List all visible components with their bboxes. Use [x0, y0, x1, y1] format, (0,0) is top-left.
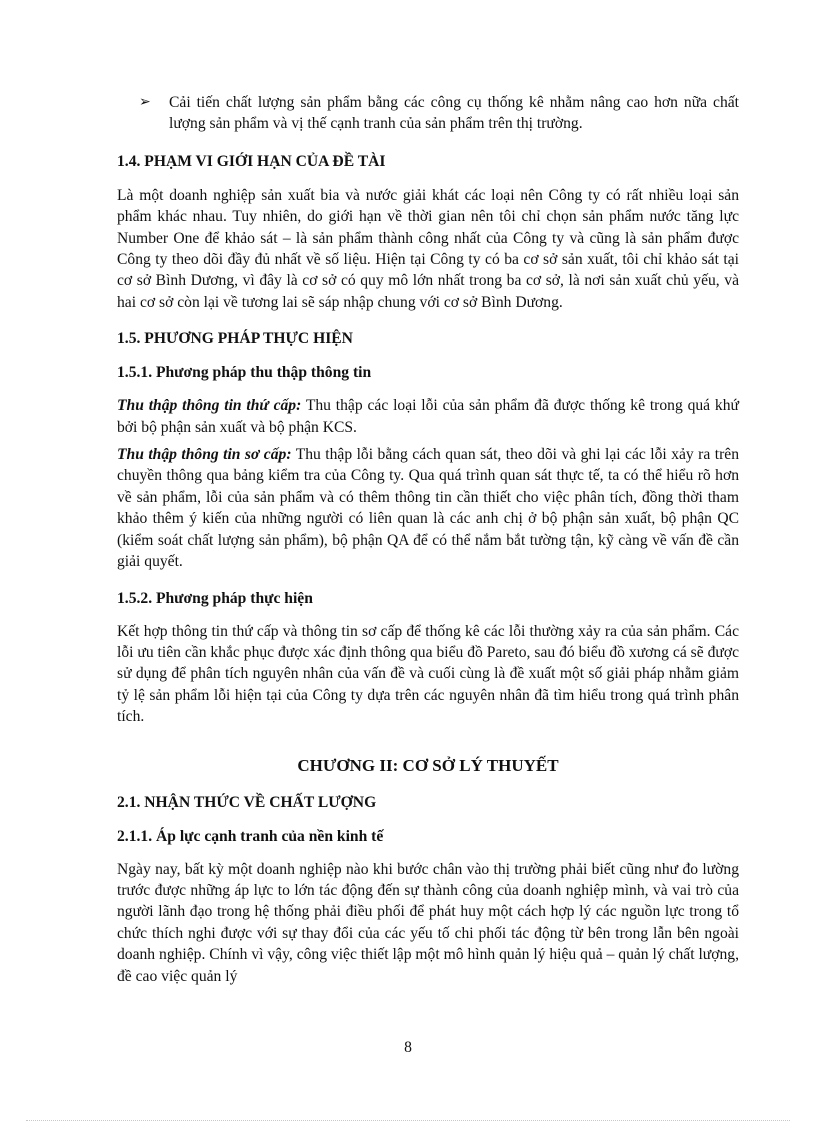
primary-info-text: Thu thập lỗi bằng cách quan sát, theo dõi và ghi lại các lỗi xảy ra trên chuyền thông qua bảng kiểm tra của Công ty. Qua quá trình quan sát thực tế, ta có thể hiểu rõ hơn về sản phẩm, lỗi của sản phẩm và có thêm thông tin cần thiết cho việc phân tích, đồng thời tham khảo thêm ý kiến của những người có liên quan là các anh chị ở bộ phận sản xuất, bộ phận QC (kiểm soát chất lượng sản phẩm), bộ phận QA để có thể nắm bắt tường tận, kỹ càng về vấn đề cần giải quyết.	[117, 446, 739, 571]
section-1-5-2-paragraph: Kết hợp thông tin thứ cấp và thông tin sơ cấp để thống kê các lỗi thường xảy ra của sản phẩm. Các lỗi ưu tiên cần khắc phục được xác định thông qua biểu đồ Pareto, sau đó biểu đồ xương cá sẽ được sử dụng để phân tích nguyên nhân của vấn đề và cuối cùng là đề xuất một số giải pháp nhằm giảm tỷ lệ sản phẩm lỗi hiện tại của Công ty dựa trên các nguyên nhân đã tìm hiểu trong quá trình phân tích.	[117, 622, 739, 726]
subsection-heading-2-1-1: 2.1.1. Áp lực cạnh tranh của nền kinh tế	[117, 827, 384, 845]
secondary-info-paragraph	[117, 395, 739, 438]
primary-info-lead: Thu thập thông tin sơ cấp:	[117, 446, 292, 464]
section-heading-2-1: 2.1. NHẬN THỨC VỀ CHẤT LƯỢNG	[117, 793, 377, 811]
secondary-info-text: Thu thập các loại lỗi của sản phẩm đã được thống kê trong quá khứ bởi bộ phận sản xuất và bộ phận KCS.	[117, 397, 739, 436]
arrow-bullet-icon: ➢	[139, 95, 151, 110]
document-page	[117, 92, 739, 987]
chapter-title: CHƯƠNG II: CƠ SỞ LÝ THUYẾT	[297, 755, 559, 775]
secondary-info-lead: Thu thập thông tin thứ cấp:	[117, 397, 302, 415]
subsection-heading-1-5-2: 1.5.2. Phương pháp thực hiện	[117, 589, 313, 607]
page-number: 8	[404, 1039, 412, 1056]
bullet-item	[117, 92, 739, 135]
section-heading-1-4: 1.4. PHẠM VI GIỚI HẠN CỦA ĐỀ TÀI	[117, 152, 386, 170]
bullet-text: Cải tiến chất lượng sản phẩm bằng các công cụ thống kê nhằm nâng cao hơn nữa chất lượng sản phẩm và vị thế cạnh tranh của sản phẩm trên thị trường.	[169, 94, 739, 133]
primary-info-paragraph	[117, 444, 739, 572]
page-bottom-rule	[26, 1120, 790, 1121]
subsection-heading-1-5-1: 1.5.1. Phương pháp thu thập thông tin	[117, 364, 372, 382]
section-2-1-1-paragraph: Ngày nay, bất kỳ một doanh nghiệp nào khi bước chân vào thị trường phải biết cũng như đo lường trước được những áp lực to lớn tác động đến sự thành công của doanh nghiệp mình, và vai trò của người lãnh đạo trong hệ thống phải điều phối để phát huy một cách hợp lý các nguồn lực trong tổ chức thích nghi được với sự thay đổi của các yếu tố chi phối tác động từ bên trong lẫn bên ngoài doanh nghiệp. Chính vì vậy, công việc thiết lập một mô hình quản lý hiệu quả – quản lý chất lượng, đề cao việc quản lý	[117, 860, 739, 985]
section-1-4-paragraph: Là một doanh nghiệp sản xuất bia và nước giải khát các loại nên Công ty có rất nhiều loại sản phẩm khác nhau. Tuy nhiên, do giới hạn về thời gian nên tôi chỉ chọn sản phẩm nước tăng lực Number One để khảo sát – là sản phẩm thành công nhất của Công ty và cũng là sản phẩm được Công ty theo dõi đầy đủ nhất về số liệu. Hiện tại Công ty có ba cơ sở sản xuất, tôi chỉ khảo sát tại cơ sở Bình Dương, vì đây là cơ sở có quy mô lớn nhất trong ba cơ sở, là nơi sản xuất chủ yếu, và hai cơ sở còn lại về tương lai sẽ sáp nhập chung với cơ sở Bình Dương.	[117, 186, 739, 311]
section-heading-1-5: 1.5. PHƯƠNG PHÁP THỰC HIỆN	[117, 330, 353, 348]
